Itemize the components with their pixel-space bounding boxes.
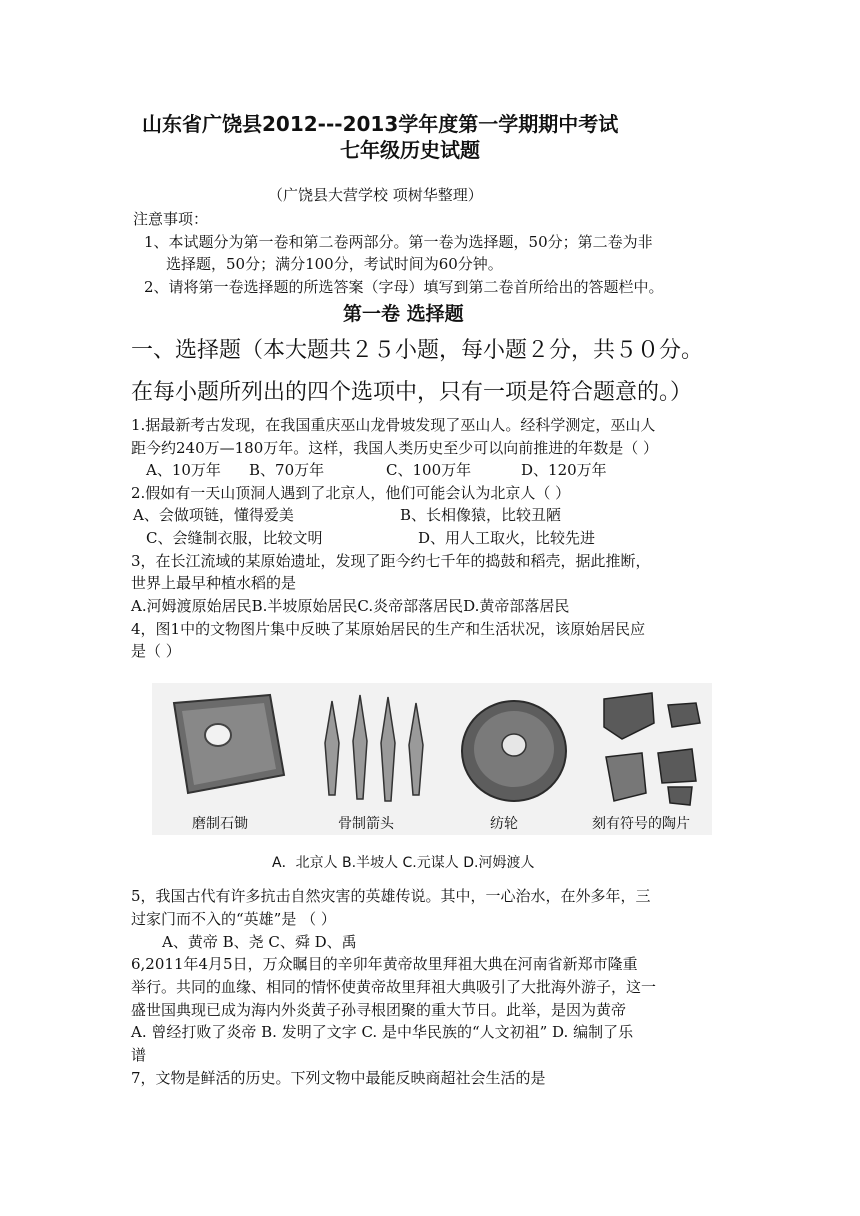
q1-line-2: 距今约240万—180万年。这样，我国人类历史至少可以向前推进的年数是（ ） [131, 439, 659, 457]
q1-option-d: D、120万年 [521, 461, 607, 479]
q2-option-a: A、会做项链，懂得爱美 [133, 506, 294, 524]
exam-subtitle: 七年级历史试题 [340, 138, 480, 162]
q3-line-2: 世界上最早种植水稻的是 [131, 574, 297, 592]
artifact-figure [152, 683, 712, 835]
caption-bone-arrowhead: 骨制箭头 [338, 816, 394, 832]
q3-options: A.河姆渡原始居民B.半坡原始居民C.炎帝部落居民D.黄帝部落居民 [131, 597, 570, 615]
q1-line-1: 1.据最新考古发现，在我国重庆巫山龙骨坡发现了巫山人。经科学测定，巫山人 [131, 416, 656, 434]
q1-option-a: A、10万年 [146, 461, 221, 479]
q2-option-b: B、长相像猿，比较丑陋 [400, 506, 562, 524]
caption-stone-hoe: 磨制石锄 [192, 816, 248, 832]
q5-options: A、黄帝 B、尧 C、舜 D、禹 [162, 933, 357, 951]
note-1-line-1: 1、本试题分为第一卷和第二卷两部分。第一卷为选择题，50分；第二卷为非 [144, 233, 653, 251]
q2-option-d: D、用人工取火，比较先进 [418, 529, 596, 547]
note-2: 2、请将第一卷选择题的所选答案（字母）填写到第二卷首所给出的答题栏中。 [144, 278, 664, 296]
q3-line-1: 3，在长江流域的某原始遗址，发现了距今约七千年的捣鼓和稻壳，据此推断， [131, 552, 651, 570]
q1-option-b: B、70万年 [249, 461, 325, 479]
q4-options: A．北京人 B.半坡人 C.元谋人 D.河姆渡人 [272, 855, 535, 871]
q6-line-3: 盛世国典现已成为海内外炎黄子孙寻根团聚的重大节日。此举，是因为黄帝 [131, 1001, 627, 1019]
notes-heading: 注意事项： [133, 210, 209, 228]
q1-option-c: C、100万年 [386, 461, 472, 479]
note-1-line-2: 选择题，50分；满分100分，考试时间为60分钟。 [166, 255, 503, 273]
q6-line-1: 6,2011年4月5日，万众瞩目的辛卯年黄帝故里拜祖大典在河南省新郑市隆重 [131, 955, 638, 973]
stone-hoe-icon [174, 695, 284, 793]
q6-line-5: 谱 [131, 1046, 147, 1064]
q5-line-1: 5，我国古代有许多抗击自然灾害的英雄传说。其中，一心治水，在外多年，三 [131, 887, 651, 905]
exam-title: 山东省广饶县2012---2013学年度第一学期期中考试 [142, 112, 619, 136]
volume-heading: 第一卷 选择题 [343, 303, 464, 325]
spindle-whorl-icon [462, 701, 566, 801]
q6-line-4: A. 曾经打败了炎帝 B. 发明了文字 C. 是中华民族的“人文初祖” D. 编制了乐 [131, 1023, 634, 1041]
part-heading-line-1: 一、选择题（本大题共２５小题，每小题２分，共５０分。 [131, 338, 704, 363]
q2-line-1: 2.假如有一天山顶洞人遇到了北京人，他们可能会认为北京人（ ） [131, 484, 571, 502]
bone-arrowhead-icon [325, 695, 423, 801]
part-heading-line-2: 在每小题所列出的四个选项中，只有一项是符合题意的。） [131, 380, 693, 405]
compiler-note: （广饶县大营学校 项树华整理） [268, 186, 483, 204]
q6-line-2: 举行。共同的血缘、相同的情怀使黄帝故里拜祖大典吸引了大批海外游子，这一 [131, 978, 657, 996]
q4-line-2: 是（ ） [131, 642, 181, 660]
q4-line-1: 4，图1中的文物图片集中反映了某原始居民的生产和生活状况，该原始居民应 [131, 620, 646, 638]
caption-pottery-shards: 刻有符号的陶片 [592, 816, 690, 832]
q2-option-c: C、会缝制衣服，比较文明 [146, 529, 323, 547]
q5-line-2: 过家门而不入的“英雄”是 （ ） [131, 910, 336, 928]
caption-spindle-whorl: 纺轮 [490, 816, 518, 832]
q7-line-1: 7，文物是鲜活的历史。下列文物中最能反映商超社会生活的是 [131, 1069, 546, 1087]
pottery-shards-icon [604, 693, 700, 805]
